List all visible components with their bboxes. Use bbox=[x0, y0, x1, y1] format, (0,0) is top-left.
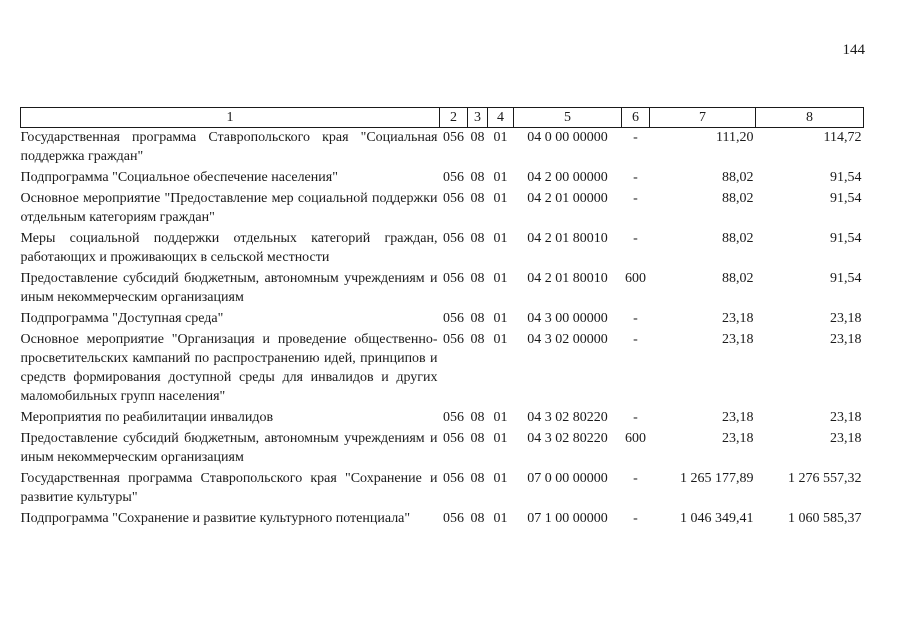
expense-type: - bbox=[633, 130, 638, 145]
amount-col-7: 1 046 349,41 bbox=[680, 511, 754, 526]
amount-col-7: 23,18 bbox=[722, 431, 754, 446]
row-name: Основное мероприятие "Предоставление мер социальной поддержки отдельным категориям граждан" bbox=[20, 191, 438, 225]
amount-col-8: 23,18 bbox=[830, 431, 862, 446]
row-name: Основное мероприятие "Организация и проведение общественно-просветительских кампаний по распространению идей, принципов и средств формирования доступной среды для инвалидов и других маломобильных групп населения" bbox=[20, 332, 438, 404]
amount-col-7: 88,02 bbox=[722, 191, 754, 206]
amount-col-7: 88,02 bbox=[722, 271, 754, 286]
column-header-5: 5 bbox=[514, 108, 622, 128]
amount-col-8: 114,72 bbox=[823, 130, 862, 145]
table-row bbox=[21, 509, 864, 530]
expense-type: - bbox=[633, 332, 638, 347]
subsection-code: 01 bbox=[493, 511, 508, 526]
subsection-code: 01 bbox=[493, 130, 508, 145]
amount-col-8: 1 276 557,32 bbox=[788, 471, 862, 486]
subsection-code: 01 bbox=[493, 311, 508, 326]
admin-code: 056 bbox=[443, 271, 464, 286]
table-row bbox=[21, 408, 864, 429]
amount-col-8: 1 060 585,37 bbox=[788, 511, 862, 526]
amount-col-7: 88,02 bbox=[722, 231, 754, 246]
admin-code: 056 bbox=[443, 311, 464, 326]
subsection-code: 01 bbox=[493, 410, 508, 425]
target-article: 04 3 02 80220 bbox=[527, 431, 608, 446]
expense-type: - bbox=[633, 410, 638, 425]
admin-code: 056 bbox=[443, 332, 464, 347]
column-header-1: 1 bbox=[21, 108, 440, 128]
table-row bbox=[21, 189, 864, 229]
expense-type: - bbox=[633, 170, 638, 185]
expense-type: - bbox=[633, 471, 638, 486]
row-name: Меры социальной поддержки отдельных категорий граждан, работающих и проживающих в сельской местности bbox=[20, 231, 438, 265]
amount-col-7: 88,02 bbox=[722, 170, 754, 185]
expense-type: 600 bbox=[625, 431, 646, 446]
amount-col-7: 23,18 bbox=[722, 311, 754, 326]
table-row bbox=[21, 429, 864, 469]
section-code: 08 bbox=[470, 191, 485, 206]
admin-code: 056 bbox=[443, 431, 464, 446]
page-number: 144 bbox=[842, 42, 865, 58]
column-header-8: 8 bbox=[756, 108, 864, 128]
target-article: 07 0 00 00000 bbox=[527, 471, 608, 486]
amount-col-7: 23,18 bbox=[722, 410, 754, 425]
section-code: 08 bbox=[470, 311, 485, 326]
target-article: 04 3 02 80220 bbox=[527, 410, 608, 425]
target-article: 07 1 00 00000 bbox=[527, 511, 608, 526]
amount-col-8: 91,54 bbox=[830, 170, 862, 185]
admin-code: 056 bbox=[443, 170, 464, 185]
table-row bbox=[21, 269, 864, 309]
target-article: 04 3 00 00000 bbox=[527, 311, 608, 326]
column-header-3: 3 bbox=[468, 108, 488, 128]
section-code: 08 bbox=[470, 471, 485, 486]
subsection-code: 01 bbox=[493, 332, 508, 347]
table-header bbox=[21, 108, 864, 128]
section-code: 08 bbox=[470, 410, 485, 425]
row-name: Подпрограмма "Доступная среда" bbox=[20, 311, 224, 326]
subsection-code: 01 bbox=[493, 431, 508, 446]
amount-col-8: 23,18 bbox=[830, 332, 862, 347]
admin-code: 056 bbox=[443, 130, 464, 145]
table-row bbox=[21, 128, 864, 169]
subsection-code: 01 bbox=[493, 471, 508, 486]
amount-col-8: 23,18 bbox=[830, 311, 862, 326]
admin-code: 056 bbox=[443, 231, 464, 246]
column-header-2: 2 bbox=[440, 108, 468, 128]
admin-code: 056 bbox=[443, 191, 464, 206]
section-code: 08 bbox=[470, 271, 485, 286]
row-name: Подпрограмма "Сохранение и развитие культурного потенциала" bbox=[20, 511, 411, 526]
expense-type: - bbox=[633, 511, 638, 526]
target-article: 04 2 01 80010 bbox=[527, 271, 608, 286]
section-code: 08 bbox=[470, 431, 485, 446]
target-article: 04 2 01 80010 bbox=[527, 231, 608, 246]
column-header-4: 4 bbox=[488, 108, 514, 128]
admin-code: 056 bbox=[443, 511, 464, 526]
amount-col-7: 1 265 177,89 bbox=[680, 471, 754, 486]
table-row bbox=[21, 330, 864, 408]
subsection-code: 01 bbox=[493, 191, 508, 206]
header-row bbox=[21, 108, 864, 128]
table-row bbox=[21, 229, 864, 269]
table-body bbox=[21, 128, 864, 531]
target-article: 04 0 00 00000 bbox=[527, 130, 608, 145]
section-code: 08 bbox=[470, 170, 485, 185]
budget-table bbox=[20, 107, 864, 530]
row-name: Государственная программа Ставропольского края "Сохранение и развитие культуры" bbox=[20, 471, 438, 505]
section-code: 08 bbox=[470, 231, 485, 246]
row-name: Подпрограмма "Социальное обеспечение населения" bbox=[20, 170, 338, 185]
target-article: 04 3 02 00000 bbox=[527, 332, 608, 347]
expense-type: - bbox=[633, 231, 638, 246]
admin-code: 056 bbox=[443, 471, 464, 486]
expense-type: - bbox=[633, 191, 638, 206]
row-name: Государственная программа Ставропольского края "Социальная поддержка граждан" bbox=[20, 130, 438, 164]
table-row bbox=[21, 309, 864, 330]
target-article: 04 2 01 00000 bbox=[527, 191, 608, 206]
amount-col-8: 91,54 bbox=[830, 271, 862, 286]
section-code: 08 bbox=[470, 511, 485, 526]
subsection-code: 01 bbox=[493, 271, 508, 286]
table-row bbox=[21, 469, 864, 509]
target-article: 04 2 00 00000 bbox=[527, 170, 608, 185]
column-header-6: 6 bbox=[622, 108, 650, 128]
expense-type: - bbox=[633, 311, 638, 326]
section-code: 08 bbox=[470, 332, 485, 347]
subsection-code: 01 bbox=[493, 231, 508, 246]
row-name: Мероприятия по реабилитации инвалидов bbox=[20, 410, 274, 425]
row-name: Предоставление субсидий бюджетным, автономным учреждениям и иным некоммерческим организациям bbox=[20, 431, 438, 465]
amount-col-8: 23,18 bbox=[830, 410, 862, 425]
row-name: Предоставление субсидий бюджетным, автономным учреждениям и иным некоммерческим организациям bbox=[20, 271, 438, 305]
amount-col-8: 91,54 bbox=[830, 191, 862, 206]
expense-type: 600 bbox=[625, 271, 646, 286]
amount-col-8: 91,54 bbox=[830, 231, 862, 246]
section-code: 08 bbox=[470, 130, 485, 145]
admin-code: 056 bbox=[443, 410, 464, 425]
amount-col-7: 23,18 bbox=[722, 332, 754, 347]
column-header-7: 7 bbox=[650, 108, 756, 128]
subsection-code: 01 bbox=[493, 170, 508, 185]
table-row bbox=[21, 168, 864, 189]
amount-col-7: 111,20 bbox=[716, 130, 754, 145]
